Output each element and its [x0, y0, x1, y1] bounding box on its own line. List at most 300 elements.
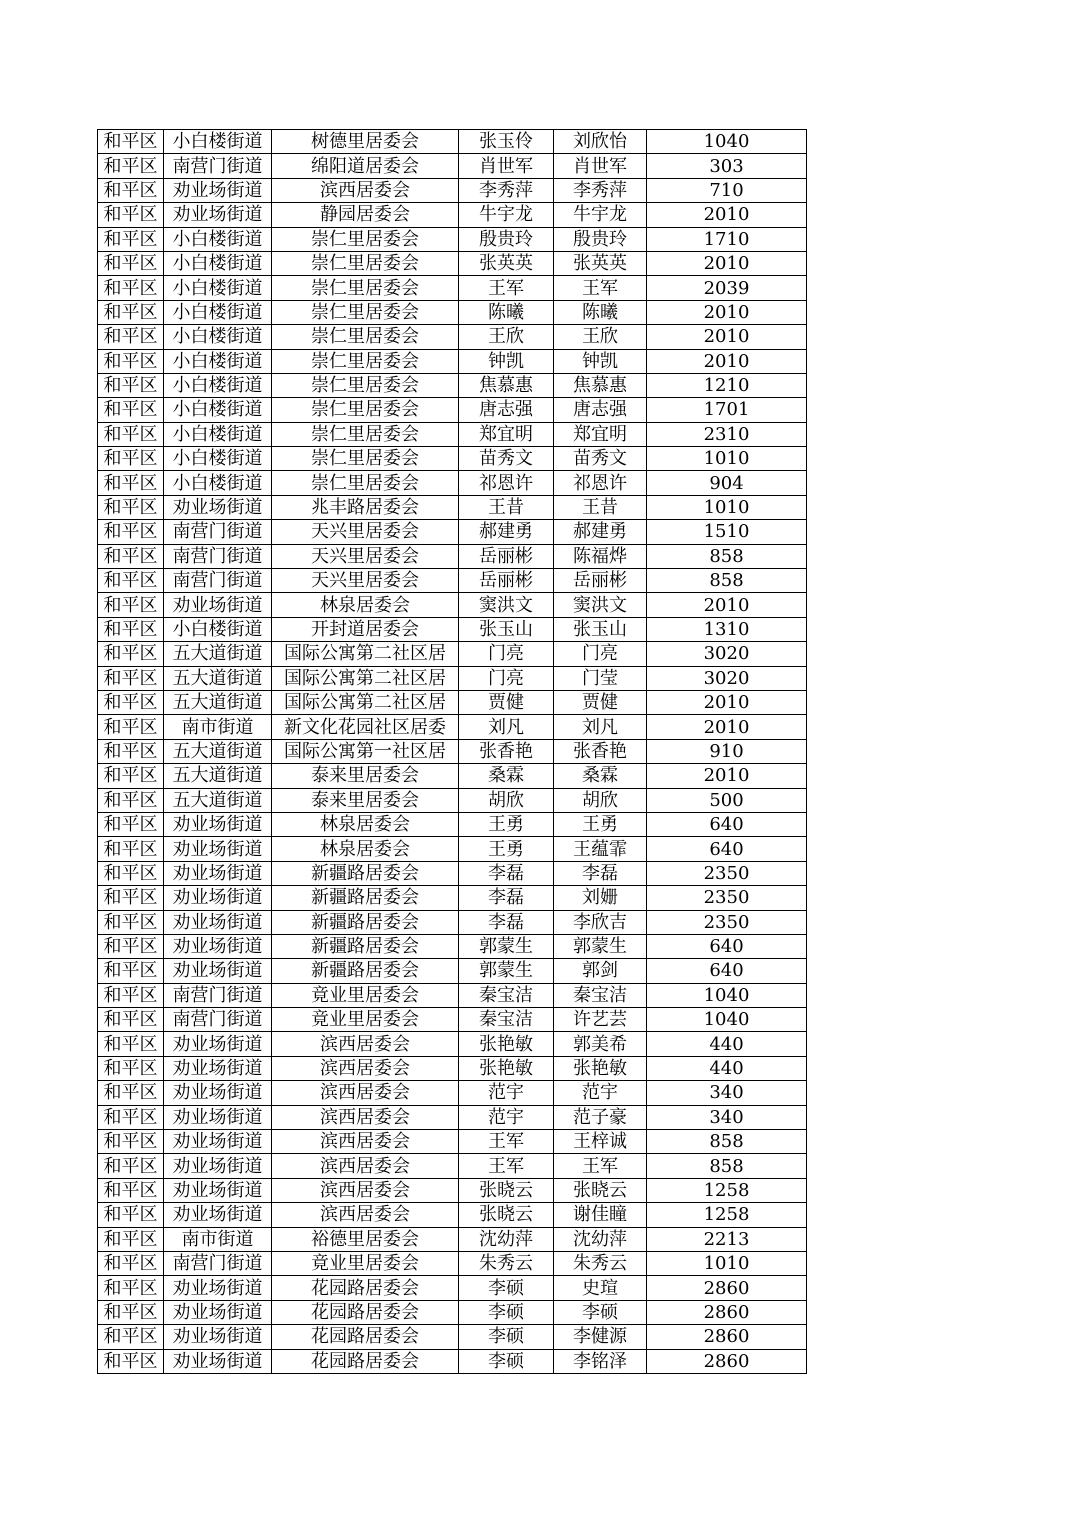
district-cell: 和平区: [98, 739, 164, 763]
member-cell: 贾健: [554, 690, 647, 714]
committee-cell: 竟业里居委会: [272, 983, 459, 1007]
district-cell: 和平区: [98, 666, 164, 690]
committee-cell: 花园路居委会: [272, 1325, 459, 1349]
member-cell: 岳丽彬: [554, 569, 647, 593]
applicant-cell: 门亮: [459, 666, 554, 690]
street-cell: 小白楼街道: [164, 422, 272, 446]
district-cell: 和平区: [98, 983, 164, 1007]
street-cell: 劝业场街道: [164, 495, 272, 519]
table-row: [98, 910, 807, 934]
amount-cell: 1258: [647, 1203, 807, 1227]
applicant-cell: 李硕: [459, 1300, 554, 1324]
street-cell: 劝业场街道: [164, 1032, 272, 1056]
street-cell: 小白楼街道: [164, 373, 272, 397]
amount-cell: 340: [647, 1081, 807, 1105]
member-cell: 谢佳瞳: [554, 1203, 647, 1227]
amount-cell: 2350: [647, 886, 807, 910]
amount-cell: 1040: [647, 983, 807, 1007]
applicant-cell: 张玉山: [459, 617, 554, 641]
district-cell: 和平区: [98, 1178, 164, 1202]
committee-cell: 林泉居委会: [272, 837, 459, 861]
table-row: [98, 1105, 807, 1129]
table-row: [98, 812, 807, 836]
district-cell: 和平区: [98, 934, 164, 958]
district-cell: 和平区: [98, 1276, 164, 1300]
district-cell: 和平区: [98, 1056, 164, 1080]
committee-cell: 新疆路居委会: [272, 910, 459, 934]
committee-cell: 树德里居委会: [272, 130, 459, 154]
street-cell: 五大道街道: [164, 764, 272, 788]
amount-cell: 2350: [647, 861, 807, 885]
committee-cell: 新疆路居委会: [272, 861, 459, 885]
applicant-cell: 范宇: [459, 1081, 554, 1105]
committee-cell: 兆丰路居委会: [272, 495, 459, 519]
street-cell: 劝业场街道: [164, 1154, 272, 1178]
table-row: [98, 471, 807, 495]
committee-cell: 开封道居委会: [272, 617, 459, 641]
committee-cell: 崇仁里居委会: [272, 373, 459, 397]
table-row: [98, 1008, 807, 1032]
committee-cell: 滨西居委会: [272, 1105, 459, 1129]
table-row: [98, 227, 807, 251]
street-cell: 劝业场街道: [164, 178, 272, 202]
amount-cell: 1010: [647, 1251, 807, 1275]
amount-cell: 1258: [647, 1178, 807, 1202]
district-cell: 和平区: [98, 642, 164, 666]
street-cell: 劝业场街道: [164, 959, 272, 983]
applicant-cell: 郭蒙生: [459, 959, 554, 983]
member-cell: 王勇: [554, 812, 647, 836]
applicant-cell: 王军: [459, 1154, 554, 1178]
amount-cell: 3020: [647, 642, 807, 666]
amount-cell: 858: [647, 1130, 807, 1154]
committee-cell: 花园路居委会: [272, 1349, 459, 1373]
district-cell: 和平区: [98, 154, 164, 178]
member-cell: 王昔: [554, 495, 647, 519]
amount-cell: 440: [647, 1032, 807, 1056]
district-cell: 和平区: [98, 617, 164, 641]
member-cell: 郑宜明: [554, 422, 647, 446]
committee-cell: 花园路居委会: [272, 1300, 459, 1324]
street-cell: 南市街道: [164, 1227, 272, 1251]
applicant-cell: 郭蒙生: [459, 934, 554, 958]
amount-cell: 858: [647, 569, 807, 593]
table-row: [98, 593, 807, 617]
street-cell: 小白楼街道: [164, 471, 272, 495]
amount-cell: 2010: [647, 593, 807, 617]
amount-cell: 2860: [647, 1276, 807, 1300]
committee-cell: 滨西居委会: [272, 1130, 459, 1154]
table-row: [98, 1154, 807, 1178]
applicant-cell: 岳丽彬: [459, 544, 554, 568]
applicant-cell: 祁恩许: [459, 471, 554, 495]
table-row: [98, 934, 807, 958]
amount-cell: 2010: [647, 764, 807, 788]
applicant-cell: 秦宝洁: [459, 983, 554, 1007]
street-cell: 五大道街道: [164, 788, 272, 812]
street-cell: 劝业场街道: [164, 593, 272, 617]
street-cell: 小白楼街道: [164, 617, 272, 641]
table-row: [98, 349, 807, 373]
street-cell: 小白楼街道: [164, 276, 272, 300]
street-cell: 五大道街道: [164, 739, 272, 763]
table-row: [98, 1349, 807, 1373]
district-cell: 和平区: [98, 593, 164, 617]
member-cell: 郭蒙生: [554, 934, 647, 958]
street-cell: 小白楼街道: [164, 398, 272, 422]
district-cell: 和平区: [98, 1008, 164, 1032]
street-cell: 劝业场街道: [164, 861, 272, 885]
amount-cell: 1310: [647, 617, 807, 641]
street-cell: 劝业场街道: [164, 886, 272, 910]
applicant-cell: 李磊: [459, 910, 554, 934]
district-cell: 和平区: [98, 544, 164, 568]
district-cell: 和平区: [98, 1251, 164, 1275]
amount-cell: 858: [647, 544, 807, 568]
table-row: [98, 642, 807, 666]
applicant-cell: 郑宜明: [459, 422, 554, 446]
district-cell: 和平区: [98, 1300, 164, 1324]
amount-cell: 640: [647, 959, 807, 983]
district-cell: 和平区: [98, 520, 164, 544]
applicant-cell: 张香艳: [459, 739, 554, 763]
committee-cell: 裕德里居委会: [272, 1227, 459, 1251]
street-cell: 南营门街道: [164, 1008, 272, 1032]
applicant-cell: 王昔: [459, 495, 554, 519]
committee-cell: 崇仁里居委会: [272, 276, 459, 300]
applicant-cell: 桑霖: [459, 764, 554, 788]
committee-cell: 崇仁里居委会: [272, 251, 459, 275]
amount-cell: 2010: [647, 715, 807, 739]
district-cell: 和平区: [98, 959, 164, 983]
committee-cell: 滨西居委会: [272, 1203, 459, 1227]
district-cell: 和平区: [98, 130, 164, 154]
amount-cell: 640: [647, 812, 807, 836]
member-cell: 李硕: [554, 1300, 647, 1324]
member-cell: 朱秀云: [554, 1251, 647, 1275]
member-cell: 史瑄: [554, 1276, 647, 1300]
applicant-cell: 李硕: [459, 1276, 554, 1300]
table-row: [98, 788, 807, 812]
table-row: [98, 300, 807, 324]
table-row: [98, 544, 807, 568]
applicant-cell: 窦洪文: [459, 593, 554, 617]
committee-cell: 竟业里居委会: [272, 1251, 459, 1275]
committee-cell: 泰来里居委会: [272, 764, 459, 788]
member-cell: 刘姗: [554, 886, 647, 910]
street-cell: 劝业场街道: [164, 1349, 272, 1373]
member-cell: 陈福烨: [554, 544, 647, 568]
district-cell: 和平区: [98, 1081, 164, 1105]
member-cell: 钟凯: [554, 349, 647, 373]
district-cell: 和平区: [98, 227, 164, 251]
committee-cell: 滨西居委会: [272, 1154, 459, 1178]
amount-cell: 1010: [647, 447, 807, 471]
applicant-cell: 郝建勇: [459, 520, 554, 544]
table-row: [98, 861, 807, 885]
member-cell: 门莹: [554, 666, 647, 690]
amount-cell: 2860: [647, 1325, 807, 1349]
district-cell: 和平区: [98, 447, 164, 471]
district-cell: 和平区: [98, 495, 164, 519]
street-cell: 劝业场街道: [164, 203, 272, 227]
member-cell: 桑霖: [554, 764, 647, 788]
member-cell: 王军: [554, 1154, 647, 1178]
applicant-cell: 张晓云: [459, 1203, 554, 1227]
member-cell: 李铭泽: [554, 1349, 647, 1373]
committee-cell: 绵阳道居委会: [272, 154, 459, 178]
spreadsheet-table: [97, 129, 807, 1374]
member-cell: 李欣吉: [554, 910, 647, 934]
applicant-cell: 李秀萍: [459, 178, 554, 202]
amount-cell: 2039: [647, 276, 807, 300]
committee-cell: 崇仁里居委会: [272, 300, 459, 324]
committee-cell: 新疆路居委会: [272, 959, 459, 983]
district-cell: 和平区: [98, 910, 164, 934]
member-cell: 唐志强: [554, 398, 647, 422]
applicant-cell: 胡欣: [459, 788, 554, 812]
committee-cell: 滨西居委会: [272, 1056, 459, 1080]
applicant-cell: 贾健: [459, 690, 554, 714]
amount-cell: 1710: [647, 227, 807, 251]
district-cell: 和平区: [98, 349, 164, 373]
table-row: [98, 837, 807, 861]
amount-cell: 2860: [647, 1300, 807, 1324]
amount-cell: 640: [647, 934, 807, 958]
street-cell: 南营门街道: [164, 520, 272, 544]
member-cell: 王蕴霏: [554, 837, 647, 861]
amount-cell: 2010: [647, 349, 807, 373]
table-row: [98, 447, 807, 471]
district-cell: 和平区: [98, 861, 164, 885]
member-cell: 许艺芸: [554, 1008, 647, 1032]
member-cell: 张玉山: [554, 617, 647, 641]
district-cell: 和平区: [98, 886, 164, 910]
member-cell: 沈幼萍: [554, 1227, 647, 1251]
member-cell: 王军: [554, 276, 647, 300]
table-row: [98, 1227, 807, 1251]
amount-cell: 904: [647, 471, 807, 495]
committee-cell: 国际公寓第二社区居: [272, 666, 459, 690]
amount-cell: 2010: [647, 300, 807, 324]
street-cell: 五大道街道: [164, 666, 272, 690]
member-cell: 祁恩许: [554, 471, 647, 495]
committee-cell: 国际公寓第一社区居: [272, 739, 459, 763]
committee-cell: 天兴里居委会: [272, 520, 459, 544]
member-cell: 郭美希: [554, 1032, 647, 1056]
district-cell: 和平区: [98, 471, 164, 495]
district-cell: 和平区: [98, 764, 164, 788]
member-cell: 张艳敏: [554, 1056, 647, 1080]
applicant-cell: 李硕: [459, 1349, 554, 1373]
district-cell: 和平区: [98, 1203, 164, 1227]
member-cell: 肖世军: [554, 154, 647, 178]
table-row: [98, 569, 807, 593]
table-row: [98, 325, 807, 349]
applicant-cell: 张晓云: [459, 1178, 554, 1202]
street-cell: 南营门街道: [164, 1251, 272, 1275]
table-row: [98, 178, 807, 202]
amount-cell: 500: [647, 788, 807, 812]
applicant-cell: 岳丽彬: [459, 569, 554, 593]
street-cell: 小白楼街道: [164, 251, 272, 275]
member-cell: 张香艳: [554, 739, 647, 763]
street-cell: 劝业场街道: [164, 1300, 272, 1324]
district-cell: 和平区: [98, 251, 164, 275]
table-row: [98, 422, 807, 446]
district-cell: 和平区: [98, 1154, 164, 1178]
amount-cell: 340: [647, 1105, 807, 1129]
committee-cell: 国际公寓第二社区居: [272, 642, 459, 666]
street-cell: 劝业场街道: [164, 1056, 272, 1080]
applicant-cell: 张英英: [459, 251, 554, 275]
member-cell: 范子豪: [554, 1105, 647, 1129]
street-cell: 劝业场街道: [164, 1276, 272, 1300]
member-cell: 李磊: [554, 861, 647, 885]
table-row: [98, 276, 807, 300]
table-row: [98, 1325, 807, 1349]
street-cell: 五大道街道: [164, 690, 272, 714]
committee-cell: 国际公寓第二社区居: [272, 690, 459, 714]
street-cell: 南市街道: [164, 715, 272, 739]
table-row: [98, 398, 807, 422]
applicant-cell: 刘凡: [459, 715, 554, 739]
street-cell: 劝业场街道: [164, 934, 272, 958]
committee-cell: 新疆路居委会: [272, 934, 459, 958]
committee-cell: 滨西居委会: [272, 178, 459, 202]
district-cell: 和平区: [98, 422, 164, 446]
applicant-cell: 王勇: [459, 812, 554, 836]
committee-cell: 新疆路居委会: [272, 886, 459, 910]
member-cell: 张英英: [554, 251, 647, 275]
table-row: [98, 690, 807, 714]
committee-cell: 崇仁里居委会: [272, 398, 459, 422]
district-cell: 和平区: [98, 398, 164, 422]
committee-cell: 崇仁里居委会: [272, 349, 459, 373]
member-cell: 陈曦: [554, 300, 647, 324]
member-cell: 张晓云: [554, 1178, 647, 1202]
amount-cell: 2350: [647, 910, 807, 934]
committee-cell: 静园居委会: [272, 203, 459, 227]
district-cell: 和平区: [98, 788, 164, 812]
table-row: [98, 666, 807, 690]
amount-cell: 910: [647, 739, 807, 763]
applicant-cell: 李磊: [459, 861, 554, 885]
applicant-cell: 苗秀文: [459, 447, 554, 471]
applicant-cell: 钟凯: [459, 349, 554, 373]
committee-cell: 崇仁里居委会: [272, 227, 459, 251]
member-cell: 门亮: [554, 642, 647, 666]
applicant-cell: 唐志强: [459, 398, 554, 422]
table-row: [98, 1203, 807, 1227]
applicant-cell: 沈幼萍: [459, 1227, 554, 1251]
member-cell: 殷贵玲: [554, 227, 647, 251]
district-cell: 和平区: [98, 178, 164, 202]
committee-cell: 滨西居委会: [272, 1081, 459, 1105]
amount-cell: 2213: [647, 1227, 807, 1251]
street-cell: 劝业场街道: [164, 837, 272, 861]
amount-cell: 2860: [647, 1349, 807, 1373]
committee-cell: 林泉居委会: [272, 593, 459, 617]
applicant-cell: 门亮: [459, 642, 554, 666]
table-body: [98, 130, 807, 1374]
street-cell: 劝业场街道: [164, 1130, 272, 1154]
member-cell: 王欣: [554, 325, 647, 349]
committee-cell: 天兴里居委会: [272, 569, 459, 593]
district-cell: 和平区: [98, 1325, 164, 1349]
table-row: [98, 739, 807, 763]
table-row: [98, 251, 807, 275]
member-cell: 李秀萍: [554, 178, 647, 202]
table-row: [98, 1081, 807, 1105]
member-cell: 焦慕惠: [554, 373, 647, 397]
committee-cell: 崇仁里居委会: [272, 447, 459, 471]
street-cell: 劝业场街道: [164, 1178, 272, 1202]
street-cell: 小白楼街道: [164, 300, 272, 324]
table-row: [98, 715, 807, 739]
table-row: [98, 1178, 807, 1202]
member-cell: 范宇: [554, 1081, 647, 1105]
table-row: [98, 154, 807, 178]
committee-cell: 崇仁里居委会: [272, 325, 459, 349]
amount-cell: 2010: [647, 251, 807, 275]
applicant-cell: 范宇: [459, 1105, 554, 1129]
amount-cell: 858: [647, 1154, 807, 1178]
table-row: [98, 764, 807, 788]
street-cell: 小白楼街道: [164, 349, 272, 373]
street-cell: 小白楼街道: [164, 447, 272, 471]
committee-cell: 滨西居委会: [272, 1032, 459, 1056]
member-cell: 窦洪文: [554, 593, 647, 617]
amount-cell: 1040: [647, 130, 807, 154]
applicant-cell: 李硕: [459, 1325, 554, 1349]
street-cell: 南营门街道: [164, 154, 272, 178]
amount-cell: 1010: [647, 495, 807, 519]
table-row: [98, 495, 807, 519]
applicant-cell: 殷贵玲: [459, 227, 554, 251]
applicant-cell: 王军: [459, 1130, 554, 1154]
applicant-cell: 秦宝洁: [459, 1008, 554, 1032]
applicant-cell: 张艳敏: [459, 1056, 554, 1080]
applicant-cell: 李磊: [459, 886, 554, 910]
amount-cell: 440: [647, 1056, 807, 1080]
amount-cell: 3020: [647, 666, 807, 690]
amount-cell: 2010: [647, 325, 807, 349]
table-row: [98, 1276, 807, 1300]
amount-cell: 1701: [647, 398, 807, 422]
committee-cell: 泰来里居委会: [272, 788, 459, 812]
applicant-cell: 王欣: [459, 325, 554, 349]
district-cell: 和平区: [98, 690, 164, 714]
street-cell: 劝业场街道: [164, 812, 272, 836]
district-cell: 和平区: [98, 276, 164, 300]
district-cell: 和平区: [98, 569, 164, 593]
committee-cell: 竟业里居委会: [272, 1008, 459, 1032]
committee-cell: 林泉居委会: [272, 812, 459, 836]
street-cell: 劝业场街道: [164, 910, 272, 934]
street-cell: 五大道街道: [164, 642, 272, 666]
committee-cell: 新文化花园社区居委: [272, 715, 459, 739]
applicant-cell: 王勇: [459, 837, 554, 861]
amount-cell: 2010: [647, 203, 807, 227]
member-cell: 秦宝洁: [554, 983, 647, 1007]
district-cell: 和平区: [98, 1227, 164, 1251]
table-row: [98, 617, 807, 641]
district-cell: 和平区: [98, 1349, 164, 1373]
member-cell: 郝建勇: [554, 520, 647, 544]
table-row: [98, 886, 807, 910]
member-cell: 郭剑: [554, 959, 647, 983]
